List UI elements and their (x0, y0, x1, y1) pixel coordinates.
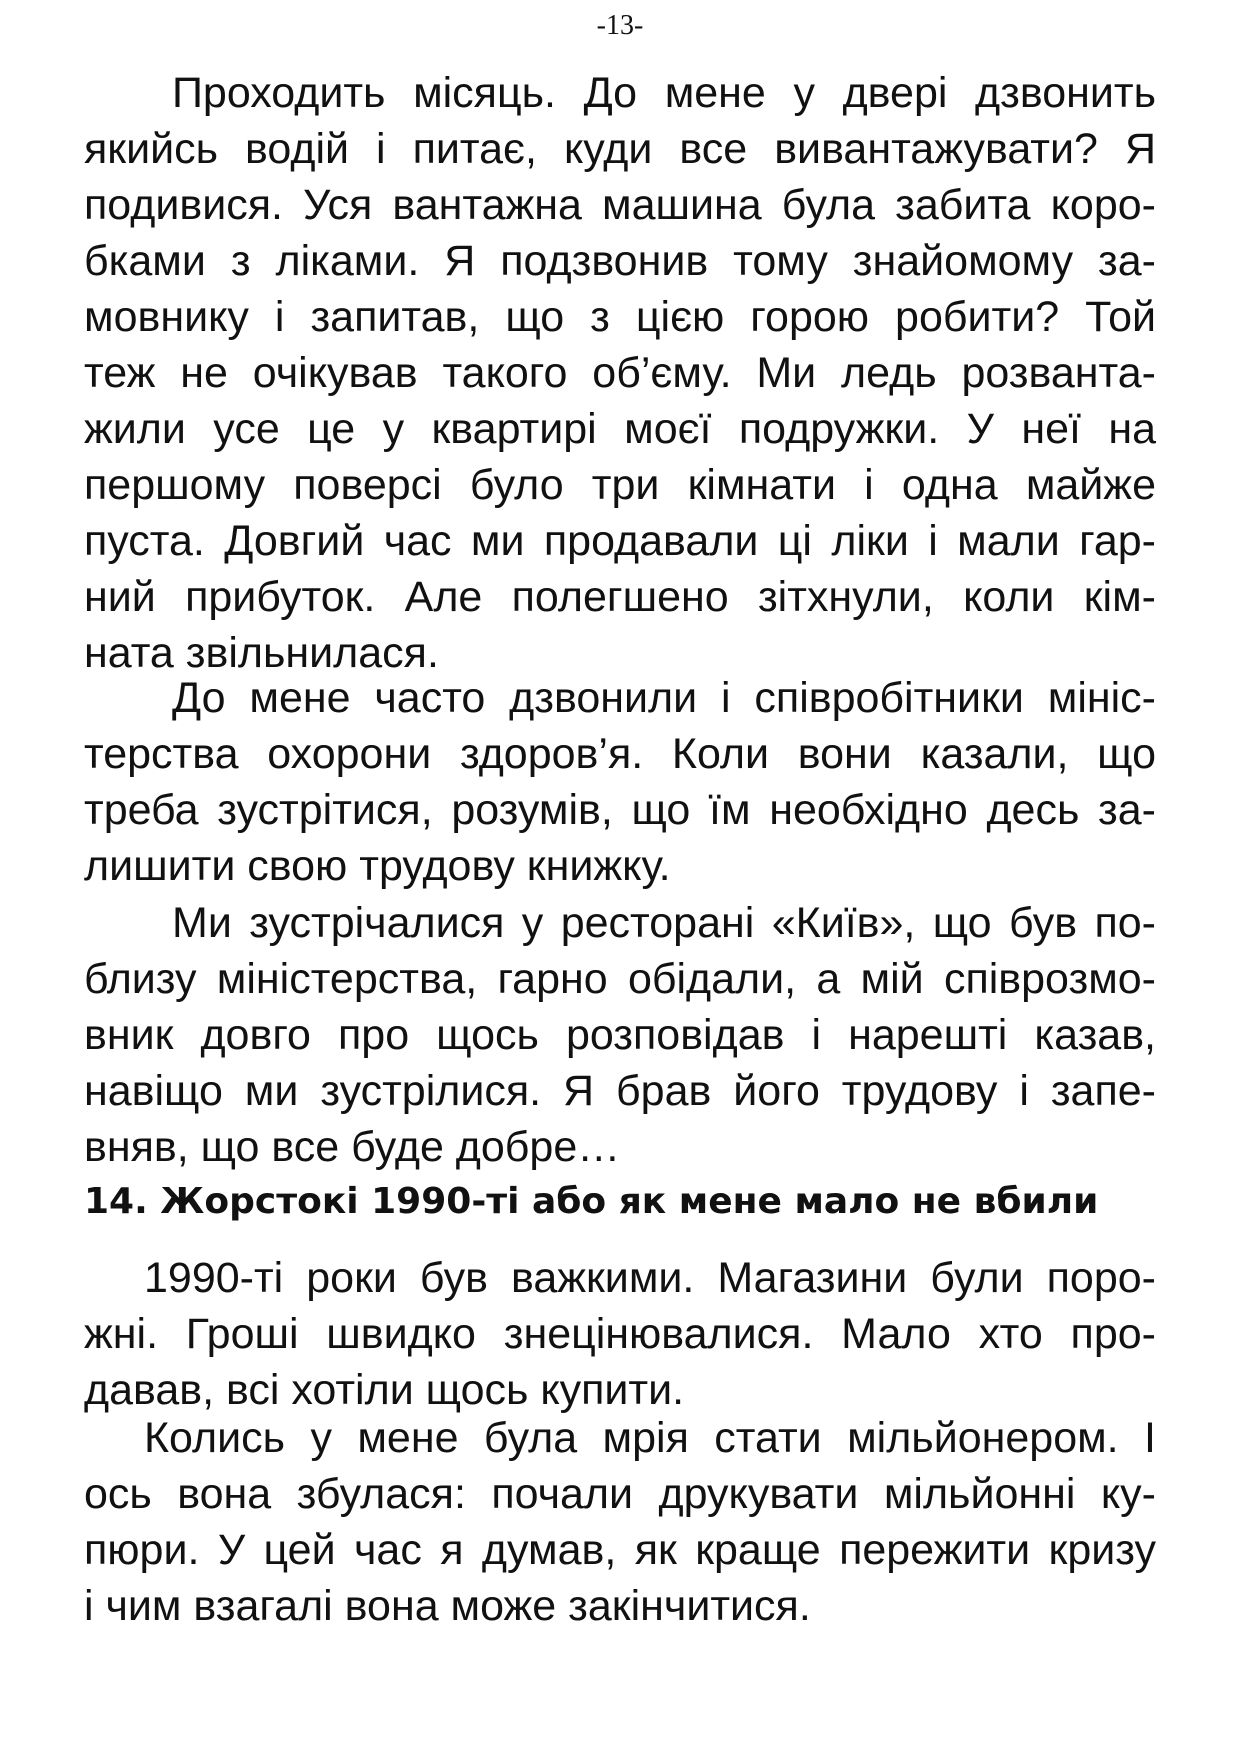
text-line: лишити свою трудову книжку. (84, 842, 671, 890)
text-line: Проходить місяць. До мене у двері дзвонить (172, 69, 1156, 117)
text-line: близу міністерства, гарно обідали, а мій співрозмо- (84, 955, 1156, 1003)
text-line: пуста. Довгий час ми продавали ці ліки і мали гар- (84, 517, 1156, 565)
paragraph-3 (84, 895, 1156, 1175)
text-line: терства охорони здоров’я. Коли вони казали, що (84, 730, 1156, 778)
text-line: До мене часто дзвонили і співробітники мініс- (172, 674, 1156, 722)
text-line: давав, всі хотіли щось купити. (84, 1366, 685, 1414)
text-line: Колись у мене була мрія стати мільйонером. І (144, 1414, 1156, 1462)
text-line: подивися. Уся вантажна машина була забита коро- (84, 181, 1156, 229)
page-number: -13- (596, 10, 644, 41)
paragraph-5 (84, 1410, 1156, 1634)
text-line: ний прибуток. Але полегшено зітхнули, коли кім- (84, 573, 1156, 621)
text-line: ната звільнилася. (84, 629, 439, 677)
text-line: Ми зустрічалися у ресторані «Київ», що був по- (172, 899, 1156, 947)
text-line: бками з ліками. Я подзвонив тому знайомому за- (84, 237, 1156, 285)
paragraph-2 (84, 670, 1156, 894)
text-line: вник довго про щось розповідав і нарешті казав, (84, 1011, 1156, 1059)
section-heading: 14. Жорстокі 1990-ті або як мене мало не вбили (84, 1181, 1099, 1222)
text-line: теж не очікував такого об’єму. Ми ледь розванта- (84, 349, 1156, 397)
paragraph-4 (84, 1250, 1156, 1418)
text-line: якийсь водій і питає, куди все вивантажувати? Я (84, 125, 1156, 173)
text-line: жні. Гроші швидко знецінювалися. Мало хто про- (84, 1310, 1156, 1358)
text-line: ось вона збулася: почали друкувати мільйонні ку- (84, 1470, 1156, 1518)
text-line: і чим взагалі вона може закінчитися. (84, 1582, 811, 1630)
text-line: 1990-ті роки був важкими. Магазини були поро- (144, 1254, 1156, 1302)
text-line: пюри. У цей час я думав, як краще пережити кризу (84, 1526, 1156, 1574)
text-line: вняв, що все буде добре… (84, 1123, 621, 1171)
paragraph-1 (84, 65, 1156, 681)
text-line: жили усе це у квартирі моєї подружки. У неї на (84, 405, 1156, 453)
text-line: першому поверсі було три кімнати і одна майже (84, 461, 1156, 509)
text-line: навіщо ми зустрілися. Я брав його трудову і запе- (84, 1067, 1156, 1115)
text-line: мовнику і запитав, що з цією горою робити? Той (84, 293, 1156, 341)
text-line: треба зустрітися, розумів, що їм необхідно десь за- (84, 786, 1156, 834)
